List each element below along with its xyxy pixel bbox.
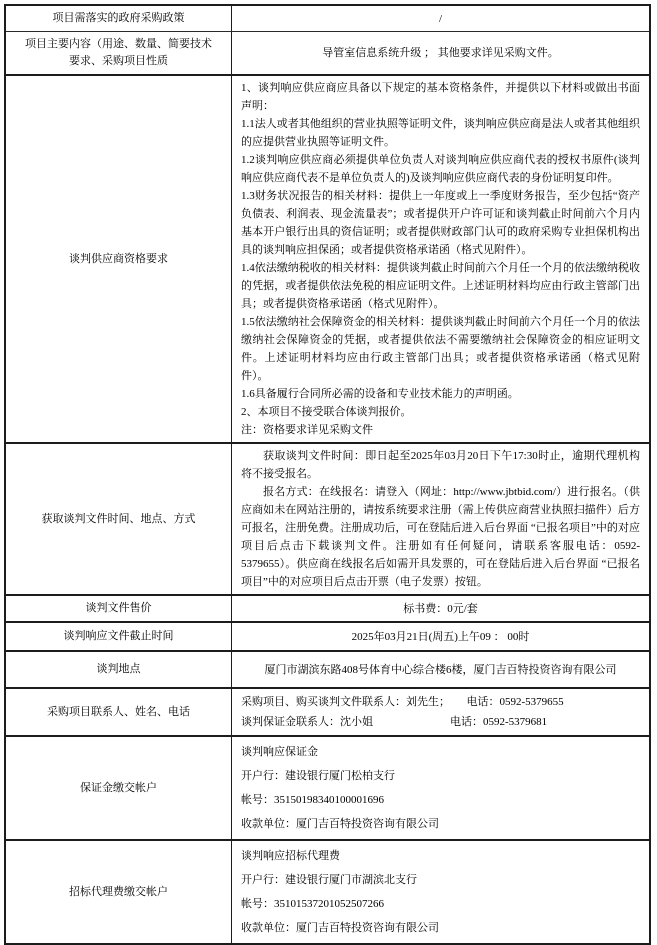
content-line: 开户行：建设银行厦门松柏支行 xyxy=(241,770,395,782)
content-line: 2025年03月21日(周五)上午09 ： 00时 xyxy=(351,630,530,643)
content-line: 1.2谈判响应供应商必须提供单位负责人对谈判响应供应商代表的授权书原件(谈判响应供应商代表不是单位负责人的)及谈判响应供应商代表的身份证明复印件。 xyxy=(241,154,640,184)
content-line: 1、谈判响应供应商应具备以下规定的基本资格条件，并提供以下材料或做出书面声明： xyxy=(241,82,640,112)
row-content-response-deadline xyxy=(232,623,649,650)
row-content-procurement-policy xyxy=(232,6,649,31)
row-label-main-content: 项目主要内容（用途、数量、简要技术要求、采购项目性质 xyxy=(6,32,232,74)
content-line: 收款单位：厦门吉百特投资咨询有限公司 xyxy=(241,922,439,934)
row-document-price xyxy=(6,594,649,621)
row-label-project-contacts: 采购项目联系人、姓名、电话 xyxy=(6,689,232,735)
row-content-deposit-account xyxy=(232,737,649,839)
content-line: 注：资格要求详见采购文件 xyxy=(241,424,373,436)
content-line: 收款单位：厦门吉百特投资咨询有限公司 xyxy=(241,818,439,830)
row-label-document-price: 谈判文件售价 xyxy=(6,596,232,621)
content-line: 标书费：0元/套 xyxy=(403,602,478,615)
row-content-document-price xyxy=(232,596,649,621)
content-line: 1.4依法缴纳税收的相关材料：提供谈判截止时间前六个月任一个月的依法缴纳税收的凭据，或者提供依法免税的相应证明文件。上述证明材料均应由行政主管部门出具；或者提供资格承诺函（格式见附件）。 xyxy=(241,262,640,310)
content-line: / xyxy=(438,12,443,25)
row-content-document-acquisition xyxy=(232,444,649,594)
row-response-deadline xyxy=(6,621,649,650)
row-project-contacts xyxy=(6,687,649,735)
row-content-supplier-qualifications xyxy=(232,76,649,442)
content-line: 报名方式：在线报名：请登入（网址：http://www.jbtbid.com/）进行报名。（供应商如未在网站注册的，请按系统要求注册（需上传供应商营业执照扫描件）后方可报名，注册免费。注册成功后，可在登陆后进入后台界面 “已报名项目”中的对应项目后点击下载谈判文件。注册如有任何疑问，请联系客服电话：0592-5379655）。供应商在线报名后如需开具发票的，可在登陆后进入后台界面 “已报名项目”中的对应项目后点击开票（电子发票）按钮。 xyxy=(241,486,640,588)
content-line: 谈判响应招标代理费 xyxy=(241,850,340,862)
procurement-notice-table xyxy=(4,4,651,945)
content-line: 1.6具备履行合同所必需的设备和专业技术能力的声明函。 xyxy=(241,388,519,400)
content-line: 1.3财务状况报告的相关材料：提供上一年度或上一季度财务报告，至少包括“资产负债表、利润表、现金流量表”；或者提供开户许可证和谈判截止时间前六个月内基本开户银行出具的资信证明；或者提供财政部门认可的政府采购专业担保机构出具的谈判响应担保函；或者提供资格承诺函（格式见附件）。 xyxy=(241,190,640,256)
content-line: 帐号：35101537201052507266 xyxy=(241,898,384,910)
row-document-acquisition xyxy=(6,442,649,594)
row-agency-fee-account xyxy=(6,839,649,943)
content-line: 2、本项目不接受联合体谈判报价。 xyxy=(241,406,412,418)
row-content-project-contacts xyxy=(232,689,649,735)
content-line: 采购项目、购买谈判文件联系人：刘先生； 电话：0592-5379655 xyxy=(241,696,564,708)
row-label-document-acquisition: 获取谈判文件时间、地点、方式 xyxy=(6,444,232,594)
content-line: 开户行：建设银行厦门市湖滨北支行 xyxy=(241,874,417,886)
content-line: 厦门市湖滨东路408号体育中心综合楼6楼，厦门吉百特投资咨询有限公司 xyxy=(264,663,617,676)
row-label-procurement-policy: 项目需落实的政府采购政策 xyxy=(6,6,232,31)
row-negotiation-location xyxy=(6,650,649,687)
row-content-main-content xyxy=(232,32,649,74)
row-content-agency-fee-account xyxy=(232,841,649,943)
row-label-response-deadline: 谈判响应文件截止时间 xyxy=(6,623,232,650)
content-line: 谈判保证金联系人：沈小姐 电话：0592-5379681 xyxy=(241,716,548,728)
row-content-negotiation-location xyxy=(232,652,649,687)
content-line: 1.5依法缴纳社会保障资金的相关材料：提供谈判截止时间前六个月任一个月的依法缴纳社会保障资金的凭据，或者提供依法不需要缴纳社会保障资金的相应证明文件。上述证明材料均应由行政主管部门出具；或者提供资格承诺函（格式见附件）。 xyxy=(241,316,640,382)
content-line: 谈判响应保证金 xyxy=(241,746,318,758)
row-main-content xyxy=(6,31,649,74)
row-label-supplier-qualifications: 谈判供应商资格要求 xyxy=(6,76,232,442)
row-label-negotiation-location: 谈判地点 xyxy=(6,652,232,687)
row-supplier-qualifications xyxy=(6,74,649,442)
content-line: 导管室信息系统升级 ； 其他要求详见采购文件。 xyxy=(322,47,559,59)
row-deposit-account xyxy=(6,735,649,839)
content-line: 1.1法人或者其他组织的营业执照等证明文件，谈判响应供应商是法人或者其他组织的应提供营业执照等证明文件。 xyxy=(241,118,640,148)
row-label-deposit-account: 保证金缴交帐户 xyxy=(6,737,232,839)
row-label-agency-fee-account: 招标代理费缴交帐户 xyxy=(6,841,232,943)
content-line: 帐号：35150198340100001696 xyxy=(241,794,384,806)
row-procurement-policy xyxy=(6,6,649,31)
content-line: 获取谈判文件时间：即日起至2025年03月20日下午17:30时止，逾期代理机构将不接受报名。 xyxy=(241,450,640,480)
